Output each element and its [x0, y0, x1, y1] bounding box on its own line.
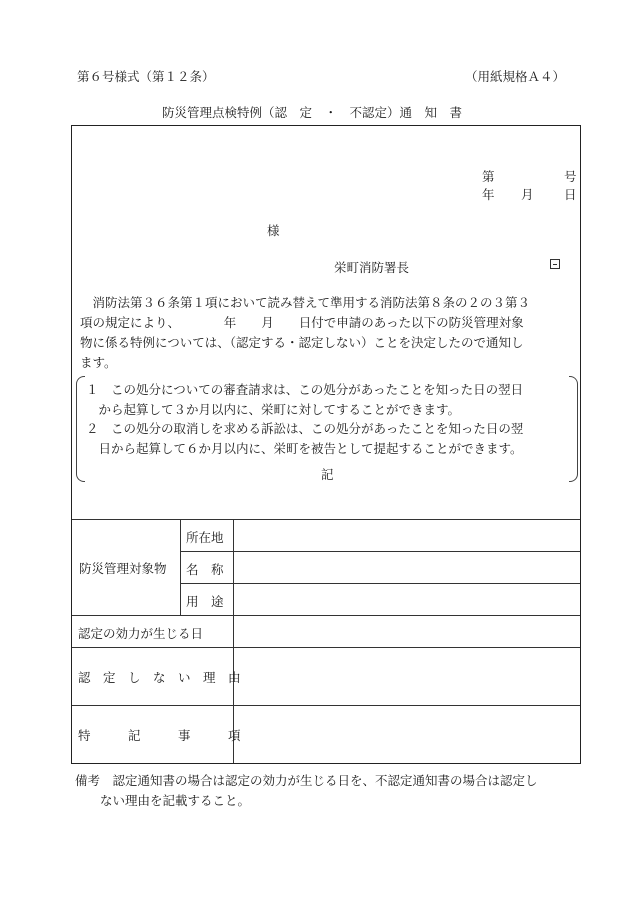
table-rule — [72, 705, 580, 706]
effective-date-label: 認定の効力が生じる日 — [78, 626, 204, 641]
remarks-field[interactable] — [236, 707, 578, 761]
notice-line: ２ この処分の取消しを求める訴訟は、この処分があったことを知った日の翌 — [86, 421, 524, 436]
body-line: 物に係る特例については、（認定する・認定しない）ことを決定したので通知し — [80, 335, 524, 350]
ki-heading: 記 — [321, 467, 334, 482]
remarks-label: 特 記 事 項 — [78, 728, 241, 743]
body-line: 項の規定により、 年 月 日付で申請のあった以下の防災管理対象 — [80, 315, 524, 330]
footnote-line: ない理由を記載すること。 — [75, 793, 251, 808]
document-title: 防災管理点検特例（認 定 ・ 不認定）通 知 書 — [162, 105, 463, 120]
notice-line: 日から起算して６か月以内に、栄町を被告として提起することができます。 — [86, 440, 523, 456]
notice-line: から起算して３か月以内に、栄町に対してすることができます。 — [86, 401, 461, 417]
reason-label: 認 定 し な い 理 由 — [78, 670, 241, 685]
table-rule — [72, 647, 580, 648]
notice-bracket-left — [76, 376, 85, 482]
date-year: 年 — [482, 187, 495, 202]
number-prefix: 第 — [482, 169, 495, 184]
body-text — [80, 293, 578, 373]
name-field[interactable] — [236, 553, 578, 581]
table-rule — [72, 615, 580, 616]
footnote-line: 備考 認定通知書の場合は認定の効力が生じる日を、不認定通知書の場合は認定し — [75, 773, 538, 788]
effective-date-field[interactable] — [236, 617, 578, 645]
date-month: 月 — [521, 187, 534, 202]
issuer-name: 栄町消防署長 — [334, 260, 410, 275]
name-label: 名 称 — [186, 562, 224, 577]
use-label: 用 途 — [186, 594, 224, 609]
table-rule — [72, 519, 580, 520]
reason-field[interactable] — [236, 649, 578, 703]
use-field[interactable] — [236, 585, 578, 613]
table-rule — [180, 583, 580, 584]
notice-text — [86, 380, 572, 458]
location-label: 所在地 — [186, 530, 224, 545]
body-line: 消防法第３６条第１項において読み替えて準用する消防法第８条の２の３第３ — [80, 295, 531, 310]
table-rule — [180, 519, 181, 615]
body-line: ます。 — [80, 355, 117, 370]
table-rule — [180, 551, 580, 552]
location-field[interactable] — [236, 521, 578, 549]
form-number: 第６号様式（第１２条） — [77, 69, 215, 84]
notice-line: １ この処分についての審査請求は、この処分があったことを知った日の翌日 — [86, 382, 524, 397]
date-day: 日 — [564, 187, 577, 202]
paper-size: （用紙規格Ａ４） — [465, 69, 566, 84]
addressee-suffix: 様 — [267, 223, 280, 238]
object-label: 防災管理対象物 — [79, 561, 167, 576]
number-suffix: 号 — [564, 169, 577, 184]
seal-icon — [550, 259, 560, 269]
